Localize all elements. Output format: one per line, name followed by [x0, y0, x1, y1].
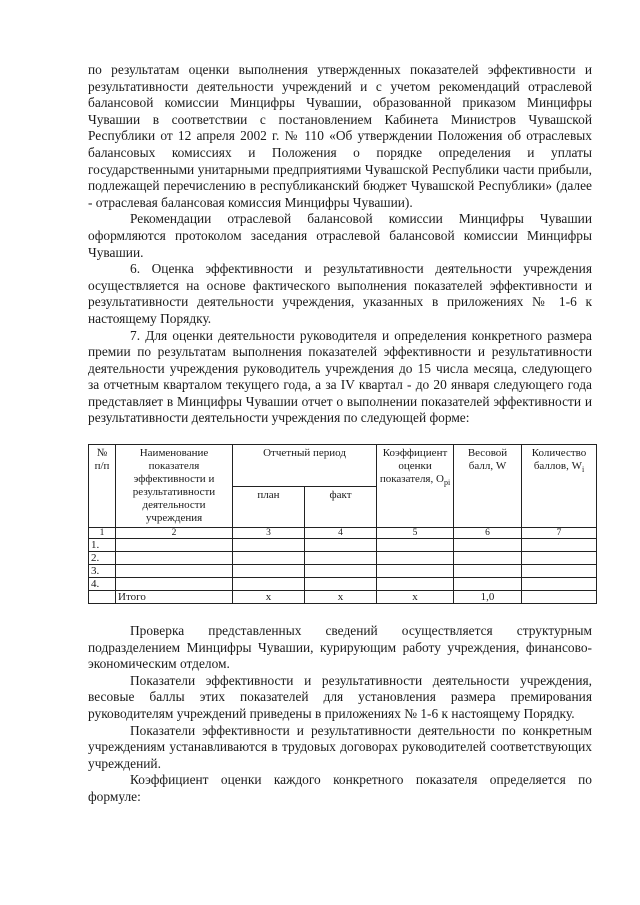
paragraph-recommendations: Рекомендации отраслевой балансовой комиссии Минцифры Чувашии оформляются протоколом заседания отраслевой балансовой комиссии Минцифры Чувашии.	[88, 211, 592, 260]
total-plan: x	[233, 591, 305, 604]
total-fact: x	[305, 591, 377, 604]
row-number: 1.	[89, 539, 116, 552]
total-weight: 1,0	[454, 591, 522, 604]
total-coefficient: x	[377, 591, 454, 604]
total-label: Итого	[116, 591, 233, 604]
paragraph-continuation: по результатам оценки выполнения утвержденных показателей эффективности и результативности деятельности учреждений и с учетом рекомендаций отраслевой балансовой комиссии Минцифры Чувашии, образованной приказом Минцифры Чувашии в соответствии с постановлением Кабинета Министров Чувашской Республики от 12 апреля 2002 г. № 110 «Об утверждении Положения об отраслевых балансовых комиссиях и Положения о порядке определения и уплаты государственными унитарными предприятиями Чувашской Республики части прибыли, подлежащей перечислению в республиканский бюджет Чувашской Республики» (далее - отраслевая балансовая комиссия Минцифры Чувашии).	[88, 62, 592, 210]
row-number: 2.	[89, 552, 116, 565]
table-row	[89, 552, 597, 565]
paragraph-item-6: 6. Оценка эффективности и результативности деятельности учреждения осуществляется на основе фактического выполнения показателей эффективности и результативности деятельности учреждения, указанных в приложениях № 1-6 к настоящему Порядку.	[88, 261, 592, 326]
table-row	[89, 578, 597, 591]
row-number: 3.	[89, 565, 116, 578]
header-reporting-period: Отчетный период	[233, 445, 377, 487]
paragraph-indicators: Показатели эффективности и результативности деятельности учреждения, весовые баллы этих показателей для установления размера премирования руководителям учреждений приведены в приложениях № 1-6 к настоящему Порядку.	[88, 672, 592, 722]
total-points	[522, 591, 597, 604]
paragraph-verification: Проверка представленных сведений осуществляется структурным подразделением Минцифры Чувашии, курирующим работу учреждения, финансово-экономическим отделом.	[88, 623, 592, 672]
column-number: 7	[522, 528, 597, 539]
header-coefficient: Коэффициент оценки показателя, $O_{pi}$	[377, 445, 454, 528]
paragraph-item-7: 7. Для оценки деятельности руководителя и определения конкретного размера премии по результатам выполнения показателей эффективности и результативности деятельности учреждения руководитель учреждения до 15 числа месяца, следующего за отчетным кварталом текущего года, а за IV квартал - до 20 января следующего года представляет в Минцифры Чувашии отчет о выполнении показателей эффективности и результативности деятельности учреждения по следующей форме:	[88, 327, 592, 426]
header-points: Количество баллов, $W_i$	[522, 445, 597, 528]
paragraph-formula: Коэффициент оценки каждого конкретного показателя определяется по формуле:	[88, 772, 592, 804]
table-total-row	[89, 591, 597, 604]
table-row	[89, 565, 597, 578]
column-number: 1	[89, 528, 116, 539]
paragraph-contracts: Показатели эффективности и результативности деятельности по конкретным учреждениям устанавливаются в трудовых договорах руководителей соответствующих учреждений.	[88, 722, 592, 771]
document-page	[88, 62, 592, 806]
header-number: № п/п	[89, 445, 116, 528]
table-header-row	[89, 445, 597, 487]
report-form-table	[88, 444, 597, 604]
column-number: 2	[116, 528, 233, 539]
row-number: 4.	[89, 578, 116, 591]
header-plan: план	[233, 486, 305, 528]
column-number: 6	[454, 528, 522, 539]
column-number: 5	[377, 528, 454, 539]
table-row	[89, 539, 597, 552]
column-number: 3	[233, 528, 305, 539]
header-indicator-name: Наименование показателя эффективности и результативности деятельности учреждения	[116, 445, 233, 528]
column-number-row	[89, 528, 597, 539]
header-fact: факт	[305, 486, 377, 528]
column-number: 4	[305, 528, 377, 539]
header-weight: Весовой балл, W	[454, 445, 522, 528]
